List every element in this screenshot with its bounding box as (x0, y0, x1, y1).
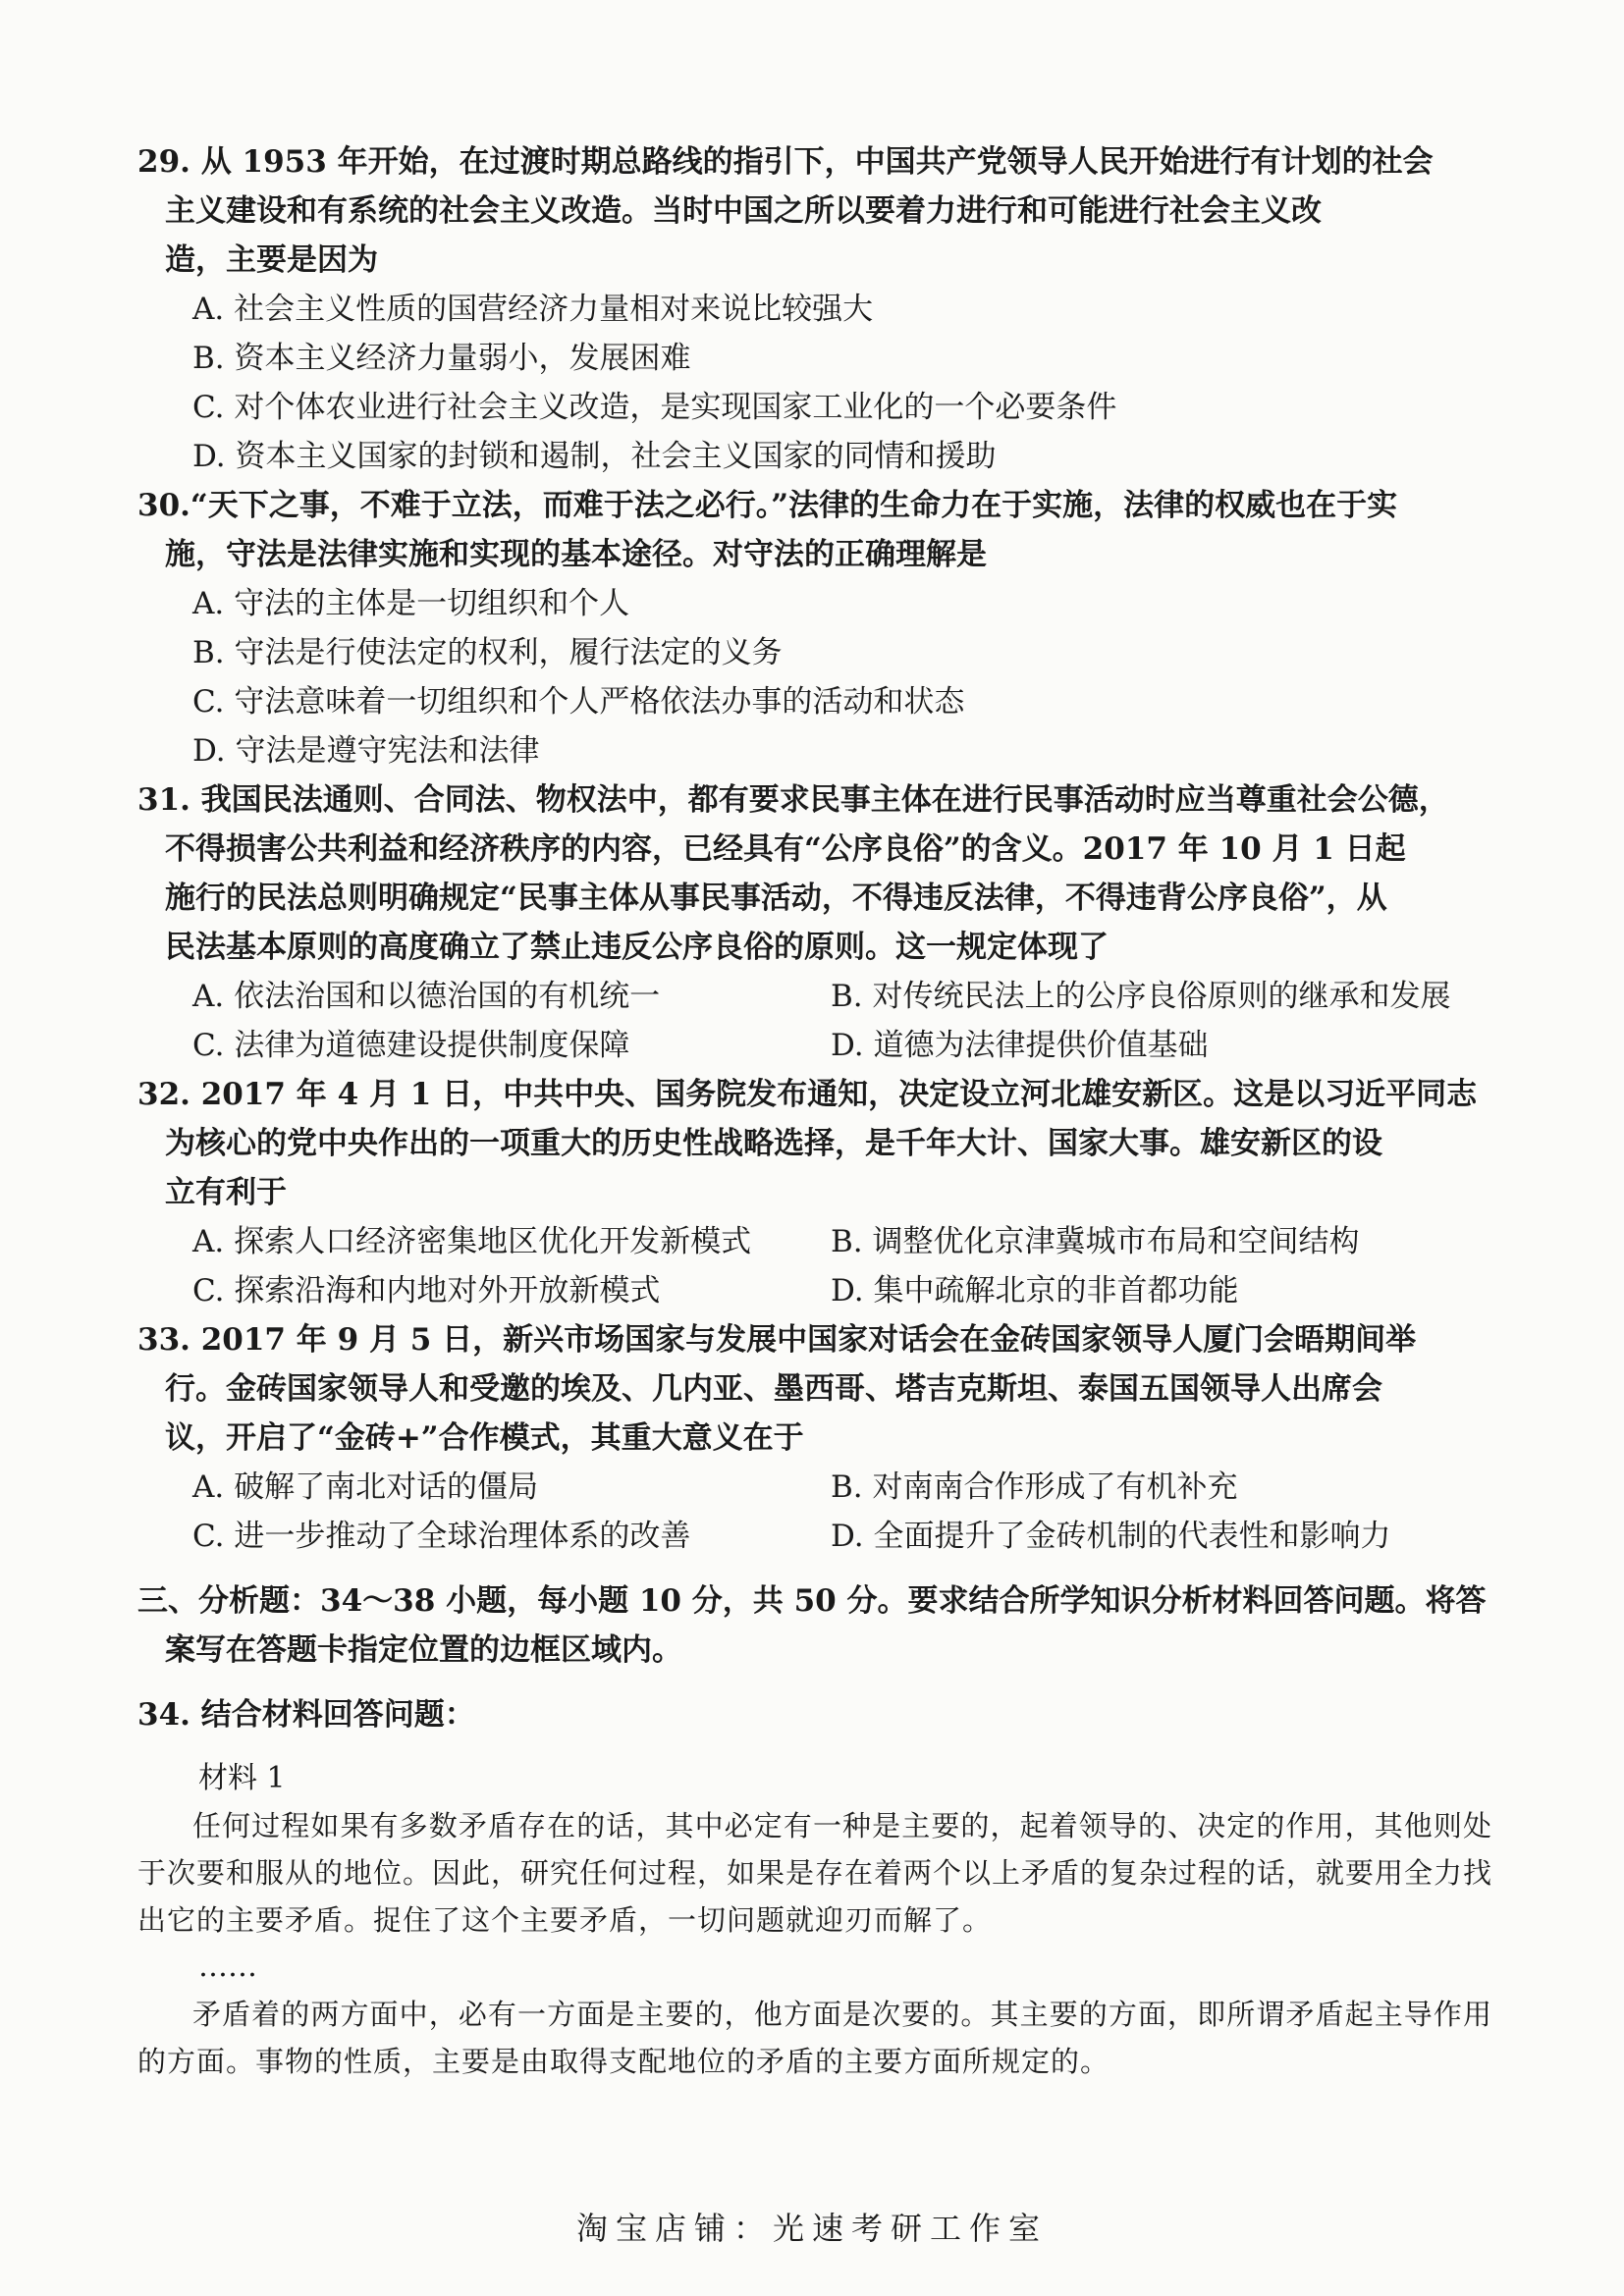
question-34-stem: 34. 结合材料回答问题： (137, 1697, 475, 1733)
question-stem-line: 为核心的党中央作出的一项重大的历史性战略选择，是千年大计、国家大事。雄安新区的设 (165, 1126, 1382, 1161)
option-row (137, 1463, 1492, 1512)
section-heading (137, 1576, 1492, 1675)
option-b: B. 守法是行使法定的权利，履行法定的义务 (192, 635, 783, 670)
question-29 (137, 137, 1492, 481)
option-row (137, 1266, 1492, 1315)
question-stem-line: 施行的民法总则明确规定“民事主体从事民事活动，不得违反法律，不得违背公序良俗”，从 (165, 881, 1387, 916)
question-31 (137, 775, 1492, 1070)
option-row (137, 972, 1492, 1021)
section-heading-line: 案写在答题卡指定位置的边框区域内。 (165, 1632, 682, 1668)
option-d: D. 集中疏解北京的非首都功能 (831, 1273, 1239, 1308)
option-b: B. 对南南合作形成了有机补充 (831, 1469, 1238, 1505)
question-stem-line: 行。金砖国家领导人和受邀的埃及、几内亚、墨西哥、塔吉克斯坦、泰国五国领导人出席会 (165, 1371, 1382, 1407)
option-d: D. 守法是遵守宪法和法律 (192, 733, 540, 769)
option-d: D. 全面提升了金砖机制的代表性和影响力 (831, 1519, 1391, 1554)
question-stem-line: 主义建设和有系统的社会主义改造。当时中国之所以要着力进行和可能进行社会主义改 (165, 193, 1322, 229)
question-stem-line: 31. 我国民法通则、合同法、物权法中，都有要求民事主体在进行民事活动时应当尊重社会公德， (137, 782, 1449, 818)
option-b: B. 调整优化京津冀城市布局和空间结构 (831, 1224, 1360, 1259)
shop-footer: 淘宝店铺：光速考研工作室 (575, 2210, 1048, 2247)
question-stem-line: 32. 2017 年 4 月 1 日，中共中央、国务院发布通知，决定设立河北雄安新区。这是以习近平同志 (137, 1077, 1478, 1112)
option-row (137, 1217, 1492, 1266)
option-a: A. 破解了南北对话的僵局 (192, 1469, 539, 1505)
question-stem-line: 议，开启了“金砖+”合作模式，其重大意义在于 (165, 1420, 804, 1456)
option-d: D. 资本主义国家的封锁和遏制，社会主义国家的同情和援助 (192, 439, 997, 474)
option-b: B. 资本主义经济力量弱小，发展困难 (192, 341, 691, 376)
material-ellipsis: …… (198, 1949, 257, 1984)
option-c: C. 探索沿海和内地对外开放新模式 (192, 1273, 661, 1308)
option-a: A. 依法治国和以德治国的有机统一 (192, 979, 661, 1014)
question-32 (137, 1070, 1492, 1315)
question-stem-line: 立有利于 (165, 1175, 287, 1210)
question-stem-line: 29. 从 1953 年开始，在过渡时期总路线的指引下，中国共产党领导人民开始进行有计划的社会 (137, 144, 1434, 180)
question-33 (137, 1315, 1492, 1561)
option-c: C. 法律为道德建设提供制度保障 (192, 1028, 630, 1063)
material-paragraph: 矛盾着的两方面中，必有一方面是主要的，他方面是次要的。其主要的方面，即所谓矛盾起主导作用的方面。事物的性质，主要是由取得支配地位的矛盾的主要方面所规定的。 (137, 1998, 1492, 2078)
question-stem-line: 不得损害公共利益和经济秩序的内容，已经具有“公序良俗”的含义。2017 年 10 月 1 日起 (165, 831, 1406, 867)
material-paragraph: 任何过程如果有多数矛盾存在的话，其中必定有一种是主要的，起着领导的、决定的作用，其他则处于次要和服从的地位。因此，研究任何过程，如果是存在着两个以上矛盾的复杂过程的话，就要用全力找出它的主要矛盾。捉住了这个主要矛盾，一切问题就迎刃而解了。 (137, 1809, 1493, 1937)
material-heading: 材料 1 (198, 1761, 286, 1795)
option-row (137, 1021, 1492, 1070)
question-30 (137, 481, 1492, 775)
option-d: D. 道德为法律提供价值基础 (831, 1028, 1209, 1063)
option-c: C. 守法意味着一切组织和个人严格依法办事的活动和状态 (192, 684, 965, 720)
option-c: C. 进一步推动了全球治理体系的改善 (192, 1519, 691, 1554)
question-stem-line: 造，主要是因为 (165, 242, 378, 278)
question-stem-line: 民法基本原则的高度确立了禁止违反公序良俗的原则。这一规定体现了 (165, 930, 1109, 965)
option-c: C. 对个体农业进行社会主义改造，是实现国家工业化的一个必要条件 (192, 390, 1117, 425)
section-heading-line: 三、分析题：34～38 小题，每小题 10 分，共 50 分。要求结合所学知识分析材料回答问题。将答 (137, 1583, 1487, 1619)
question-stem-line: 30.“天下之事，不难于立法，而难于法之必行。”法律的生命力在于实施，法律的权威也在于实 (137, 488, 1398, 523)
exam-page (137, 137, 1492, 2085)
option-a: A. 探索人口经济密集地区优化开发新模式 (192, 1224, 752, 1259)
option-row (137, 1512, 1492, 1561)
option-a: A. 社会主义性质的国营经济力量相对来说比较强大 (192, 292, 874, 327)
question-stem-line: 施，守法是法律实施和实现的基本途径。对守法的正确理解是 (165, 537, 987, 572)
question-stem-line: 33. 2017 年 9 月 5 日，新兴市场国家与发展中国家对话会在金砖国家领导人厦门会晤期间举 (137, 1322, 1417, 1358)
material-block (137, 1755, 1492, 2085)
option-a: A. 守法的主体是一切组织和个人 (192, 586, 630, 621)
option-b: B. 对传统民法上的公序良俗原则的继承和发展 (831, 979, 1451, 1014)
